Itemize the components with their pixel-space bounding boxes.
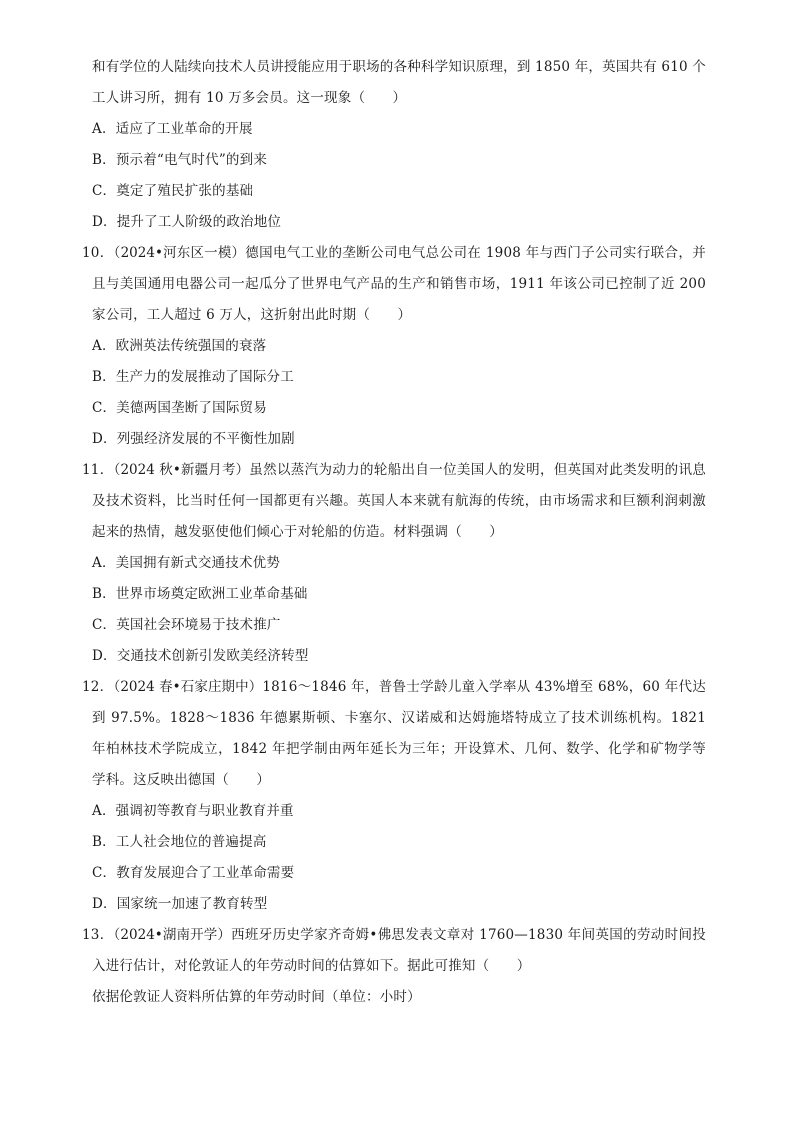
question-source: （2024 秋•新疆月考） xyxy=(113,462,250,478)
question-number: 11． xyxy=(82,462,114,478)
question-9-option-d: D．提升了工人阶级的政治地位 xyxy=(92,214,282,230)
question-source: （2024 春•石家庄期中） xyxy=(113,679,263,695)
question-12-option-d: D．国家统一加速了教育转型 xyxy=(92,896,268,912)
question-12-stem xyxy=(82,672,706,796)
question-10-option-c: C．美德两国垄断了国际贸易 xyxy=(92,400,267,416)
question-13 xyxy=(82,920,706,1013)
question-12-option-c: C．教育发展迎合了工业革命需要 xyxy=(92,865,295,881)
question-11-option-b: B．世界市场奠定欧洲工业革命基础 xyxy=(92,586,308,602)
question-10-option-d: D．列强经济发展的不平衡性加剧 xyxy=(92,431,295,447)
question-11-option-d: D．交通技术创新引发欧美经济转型 xyxy=(92,648,309,664)
question-11 xyxy=(82,455,706,672)
question-9-continuation xyxy=(92,52,706,238)
question-9-stem-tail: 和有学位的人陆续向技术人员讲授能应用于职场的各种科学知识原理，到 1850 年，英国共有 610 个工人讲习所，拥有 10 万多会员。这一现象（ ） xyxy=(92,59,706,106)
question-12-option-a: A．强调初等教育与职业教育并重 xyxy=(92,803,294,819)
question-10 xyxy=(82,238,707,455)
question-text: 虽然以蒸汽为动力的轮船出自一位美国人的发明，但英国对此类发明的讯息及技术资料，比当时任何一国都更有兴趣。英国人本来就有航海的传统，由市场需求和巨额利润刺激起来的热情，越发驱使他们倾心于对轮船的仿造。材料强调（ ） xyxy=(92,462,706,540)
question-9-option-b: B．预示着“电气时代”的到来 xyxy=(92,152,268,168)
question-12 xyxy=(82,672,706,920)
question-12-option-b: B．工人社会地位的普遍提高 xyxy=(92,834,267,850)
question-9-option-c: C．奠定了殖民扩张的基础 xyxy=(92,183,254,199)
question-source: （2024•湖南开学） xyxy=(113,927,232,943)
question-13-stem xyxy=(82,920,706,982)
question-number: 12． xyxy=(82,679,114,695)
table-caption: 依据伦敦证人资料所估算的年劳动时间（单位：小时） xyxy=(92,989,421,1005)
question-9-option-a: A．适应了工业革命的开展 xyxy=(92,121,253,137)
question-text: 1816～1846 年，普鲁士学龄儿童入学率从 43%增至 68%，60 年代达到 97.5%。1828～1836 年德累斯顿、卡塞尔、汉诺威和达姆施塔特成立了技术训练机构。1821 年柏林技术学院成立，1842 年把学制由两年延长为三年；开设算术、几何、数学、化学和矿物学等学科。这反映出德国（ ） xyxy=(92,679,706,788)
question-text: 西班牙历史学家齐奇姆•佛思发表文章对 1760—1830 年间英国的劳动时间投入进行估计，对伦敦证人的年劳动时间的估算如下。据此可推知（ ） xyxy=(92,927,706,974)
question-10-stem xyxy=(82,238,707,331)
question-11-stem xyxy=(82,455,706,548)
question-source: （2024•河东区一模） xyxy=(113,245,246,261)
question-11-option-a: A．美国拥有新式交通技术优势 xyxy=(92,555,281,571)
question-text: 德国电气工业的垄断公司电气总公司在 1908 年与西门子公司实行联合，并且与美国通用电器公司一起瓜分了世界电气产品的生产和销售市场，1911 年该公司已控制了近 200 家公司，工人超过 6 万人，这折射出此时期（ ） xyxy=(92,245,707,323)
question-number: 10． xyxy=(82,245,114,261)
question-10-option-b: B．生产力的发展推动了国际分工 xyxy=(92,369,294,385)
page-content xyxy=(82,52,707,1013)
question-10-option-a: A．欧洲英法传统强国的衰落 xyxy=(92,338,267,354)
question-11-option-c: C．英国社会环境易于技术推广 xyxy=(92,617,281,633)
question-number: 13． xyxy=(82,927,114,943)
